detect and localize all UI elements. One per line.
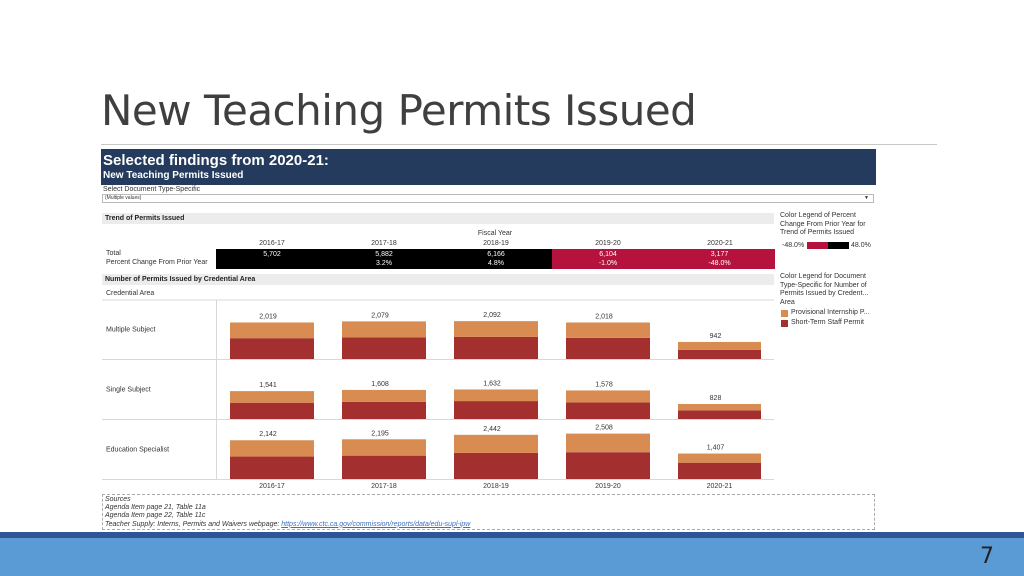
trend-total-value: 6,166 bbox=[487, 251, 505, 258]
bar-segment bbox=[454, 389, 538, 401]
credential-area-label: Credential Area bbox=[106, 290, 155, 297]
bar-total-label: 1,578 bbox=[595, 381, 613, 389]
bar-segment bbox=[230, 338, 314, 359]
trend-section-header: Trend of Permits Issued bbox=[102, 213, 774, 224]
bar-segment bbox=[678, 463, 761, 479]
doc-legend-title: Color Legend for Document Type-Specific for Number of Permits Issued by Credent... Area bbox=[780, 273, 869, 306]
bar-segment bbox=[566, 402, 650, 419]
bar-segment bbox=[230, 403, 314, 419]
bar-segment bbox=[678, 404, 761, 410]
bar-total-label: 1,608 bbox=[371, 380, 389, 388]
source-link[interactable]: https://www.ctc.ca.gov/commission/reports/data/edu-supl-ipw bbox=[281, 520, 471, 528]
credential-area-name: Multiple Subject bbox=[106, 326, 156, 334]
fiscal-year-label: Fiscal Year bbox=[477, 230, 513, 237]
bar-segment bbox=[678, 342, 761, 350]
bar-segment bbox=[230, 440, 314, 456]
filter-label: Select Document Type-Specific bbox=[103, 186, 201, 193]
bar-segment bbox=[566, 338, 650, 359]
page-number: 7 bbox=[980, 544, 994, 569]
bar-segment bbox=[566, 322, 650, 337]
bar-total-label: 2,142 bbox=[259, 431, 277, 439]
dashboard-title: Selected findings from 2020-21: bbox=[103, 152, 329, 169]
source-line: Agenda Item page 22, Table 11c bbox=[105, 512, 206, 520]
bar-segment bbox=[678, 454, 761, 463]
x-tick-label: 2020-21 bbox=[706, 483, 733, 490]
bar-segment bbox=[342, 402, 426, 419]
bar-total-label: 2,442 bbox=[483, 425, 501, 433]
row-label-pct-change: Percent Change From Prior Year bbox=[106, 259, 208, 266]
bar-segment bbox=[566, 390, 650, 402]
bar-segment bbox=[342, 456, 426, 479]
trend-pct-value: 3.2% bbox=[376, 260, 392, 267]
dashboard-subtitle: New Teaching Permits Issued bbox=[103, 170, 244, 181]
bar-segment bbox=[454, 337, 538, 359]
sources-heading: Sources bbox=[105, 496, 131, 503]
bar-segment bbox=[678, 410, 761, 419]
trend-total-value: 6,104 bbox=[599, 251, 617, 258]
pct-legend-title: Color Legend of Percent Change From Prior Year for Trend of Permits Issued bbox=[780, 212, 866, 236]
trend-year-label: 2016-17 bbox=[259, 240, 285, 247]
trend-pct-value: 4.8% bbox=[488, 260, 504, 267]
x-tick-label: 2017-18 bbox=[371, 483, 397, 490]
trend-year-label: 2017-18 bbox=[371, 240, 397, 247]
credential-area-name: Single Subject bbox=[106, 386, 151, 394]
trend-year-label: 2018-19 bbox=[483, 240, 509, 247]
bar-segment bbox=[454, 453, 538, 479]
bar-segment bbox=[230, 322, 314, 338]
bar-segment bbox=[454, 435, 538, 453]
bar-total-label: 2,195 bbox=[371, 430, 389, 438]
bar-segment bbox=[342, 337, 426, 359]
bar-segment bbox=[342, 439, 426, 455]
source-line: Teacher Supply: Interns, Permits and Waivers webpage: https://www.ctc.ca.gov/commission/reports/data/edu-supl-ipw bbox=[105, 520, 471, 528]
bar-segment bbox=[230, 457, 314, 479]
bar-segment bbox=[566, 452, 650, 479]
legend-label-provisional: Provisional Internship P... bbox=[791, 309, 870, 316]
row-label-total: Total bbox=[106, 250, 121, 257]
legend-label-short-term: Short-Term Staff Permit bbox=[791, 319, 865, 326]
sources-box bbox=[102, 494, 875, 530]
bar-segment bbox=[678, 350, 761, 359]
footer-bar bbox=[0, 538, 1024, 576]
credential-area-name: Education Specialist bbox=[106, 446, 170, 454]
bar-total-label: 828 bbox=[709, 395, 722, 403]
trend-total-value: 3,177 bbox=[710, 251, 729, 258]
bar-segment bbox=[342, 321, 426, 337]
bar-total-label: 2,019 bbox=[259, 313, 277, 321]
bar-total-label: 2,508 bbox=[595, 424, 613, 432]
bar-total-label: 1,632 bbox=[483, 380, 501, 388]
pct-legend-min: -48.0% bbox=[782, 242, 805, 249]
chevron-down-icon[interactable]: ▼ bbox=[864, 195, 869, 201]
bar-total-label: 942 bbox=[709, 332, 722, 340]
pct-legend-max: 48.0% bbox=[851, 242, 871, 249]
x-tick-label: 2016-17 bbox=[259, 483, 285, 490]
trend-year-label: 2019-20 bbox=[595, 240, 621, 247]
trend-total-value: 5,702 bbox=[263, 251, 281, 258]
bar-segment bbox=[342, 390, 426, 402]
credential-section-header: Number of Permits Issued by Credential Area bbox=[102, 274, 774, 285]
source-line: Agenda Item page 21, Table 11a bbox=[105, 504, 206, 512]
bar-total-label: 1,407 bbox=[706, 444, 725, 452]
dropdown-value: (Multiple values) bbox=[105, 195, 142, 201]
bar-segment bbox=[454, 401, 538, 419]
bar-total-label: 1,541 bbox=[259, 382, 277, 390]
slide-title: New Teaching Permits Issued bbox=[101, 86, 697, 135]
bar-total-label: 2,018 bbox=[595, 313, 613, 321]
trend-year-label: 2020-21 bbox=[707, 240, 733, 247]
trend-pct-value: -1.0% bbox=[598, 260, 618, 267]
x-tick-label: 2018-19 bbox=[483, 483, 509, 490]
x-tick-label: 2019-20 bbox=[595, 483, 621, 490]
trend-total-value: 5,882 bbox=[375, 251, 393, 258]
bar-segment bbox=[454, 321, 538, 337]
bar-total-label: 2,092 bbox=[483, 312, 501, 320]
bar-segment bbox=[566, 434, 650, 453]
bar-total-label: 2,079 bbox=[371, 312, 389, 320]
trend-pct-value: -48.0% bbox=[708, 260, 731, 267]
bar-segment bbox=[230, 391, 314, 403]
